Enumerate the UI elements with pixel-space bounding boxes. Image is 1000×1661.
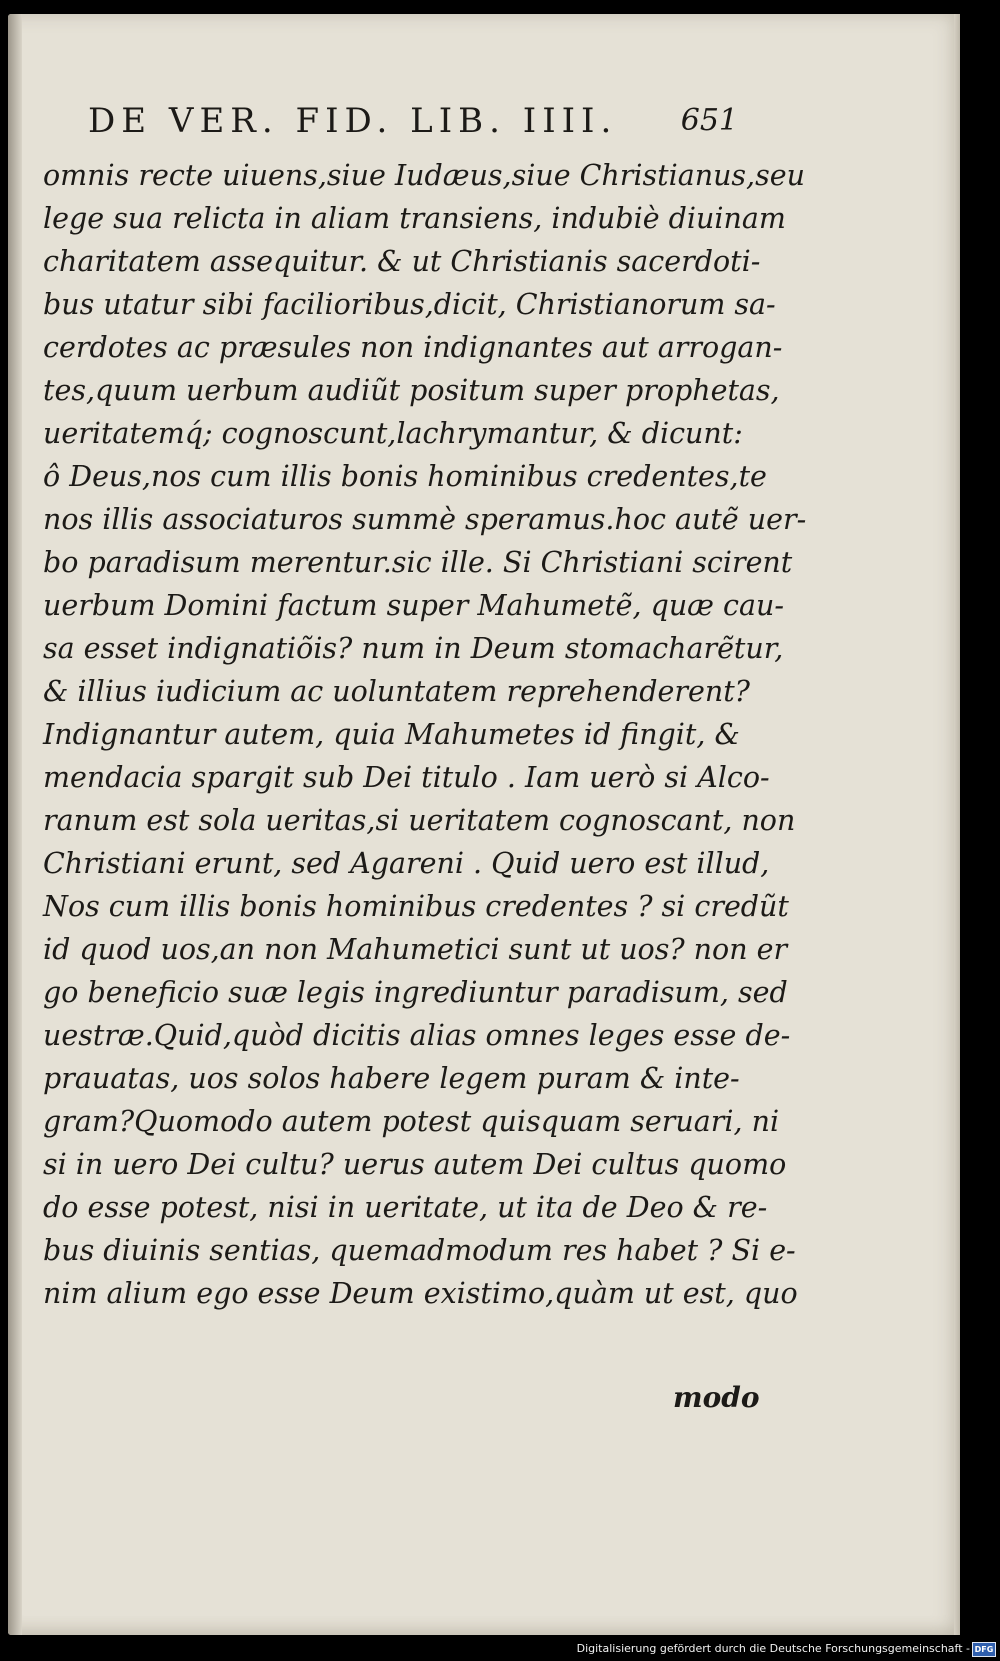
- text-line: si in uero Dei cultu? uerus autem Dei cultus quomo: [43, 1148, 787, 1181]
- digitization-footer: [0, 1637, 1000, 1661]
- text-line: do esse potest, nisi in ueritate, ut ita de Deo & re-: [43, 1191, 768, 1224]
- running-head: DE VER. FID. LIB. IIII.: [88, 101, 618, 141]
- text-line: ueritatemq́; cognoscunt,lachrymantur, & dicunt:: [43, 417, 743, 450]
- text-line: nim alium ego esse Deum existimo,quàm ut est, quo: [43, 1277, 798, 1310]
- text-line: & illius iudicium ac uoluntatem reprehenderent?: [43, 675, 750, 708]
- text-line: ô Deus,nos cum illis bonis hominibus credentes,te: [43, 460, 767, 493]
- text-line: go beneficio suæ legis ingrediuntur paradisum, sed: [43, 976, 788, 1009]
- text-line: id quod uos,an non Mahumetici sunt ut uos? non er: [43, 933, 788, 966]
- text-line: bus utatur sibi facilioribus,dicit, Christianorum sa-: [43, 288, 776, 321]
- text-line: prauatas, uos solos habere legem puram & inte-: [43, 1062, 740, 1095]
- page-gutter: [8, 14, 22, 1635]
- text-line: Christiani erunt, sed Agareni . Quid uero est illud,: [43, 847, 770, 880]
- text-line: Nos cum illis bonis hominibus credentes ? si credũt: [43, 890, 789, 923]
- dfg-logo-icon: DFG: [972, 1642, 996, 1657]
- page-edge: [954, 14, 960, 1635]
- text-line: charitatem assequitur. & ut Christianis sacerdoti-: [43, 245, 761, 278]
- funding-credit: Digitalisierung gefördert durch die Deutsche Forschungsgemeinschaft -: [576, 1642, 970, 1655]
- body-text: [43, 154, 807, 1315]
- text-line: gram?Quomodo autem potest quisquam seruari, ni: [43, 1105, 780, 1138]
- text-line: lege sua relicta in aliam transiens, indubiè diuinam: [43, 202, 786, 235]
- text-line: sa esset indignatiõis? num in Deum stomacharẽtur,: [43, 632, 784, 665]
- text-line: uerbum Domini factum super Mahumetẽ, quæ cau-: [43, 589, 784, 622]
- text-line: tes,quum uerbum audiũt positum super prophetas,: [43, 374, 780, 407]
- text-line: cerdotes ac præsules non indignantes aut arrogan-: [43, 331, 783, 364]
- page-header: [88, 96, 738, 146]
- text-line: nos illis associaturos summè speramus.hoc autẽ uer-: [43, 503, 807, 536]
- text-line: ranum est sola ueritas,si ueritatem cognoscant, non: [43, 804, 796, 837]
- text-line: omnis recte uiuens,siue Iudæus,siue Christianus,seu: [43, 159, 805, 192]
- text-line: Indignantur autem, quia Mahumetes id fingit, &: [43, 718, 740, 751]
- text-line: bo paradisum merentur.sic ille. Si Christiani scirent: [43, 546, 793, 579]
- catchword: modo: [673, 1381, 760, 1414]
- text-line: uestræ.Quid,quòd dicitis alias omnes leges esse de-: [43, 1019, 791, 1052]
- text-line: bus diuinis sentias, quemadmodum res habet ? Si e-: [43, 1234, 796, 1267]
- page-number: 651: [680, 103, 738, 138]
- book-page: [8, 14, 960, 1635]
- text-line: mendacia spargit sub Dei titulo . Iam uerò si Alco-: [43, 761, 770, 794]
